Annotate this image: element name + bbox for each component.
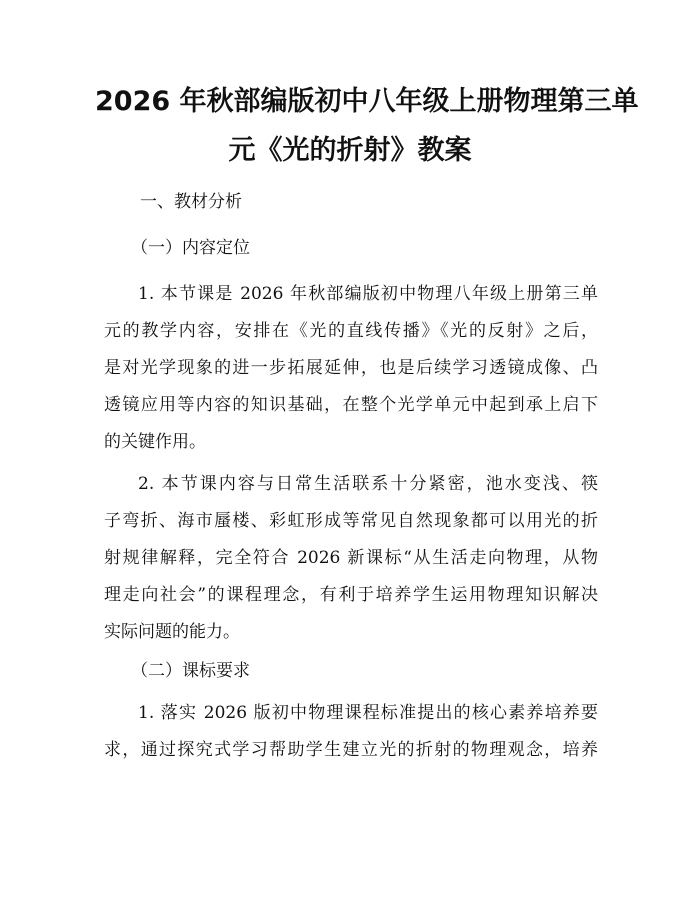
paragraph-line: 理走向社会”的课程理念，有利于培养学生运用物理知识解决	[104, 585, 598, 605]
paragraph-line: 2. 本节课内容与日常生活联系十分紧密，池水变浅、筷	[138, 474, 598, 494]
paragraph-content-positioning-1	[104, 276, 598, 461]
paragraph-curriculum-requirements-1	[104, 695, 598, 769]
section-heading-textbook-analysis: 一、教材分析	[140, 192, 242, 212]
document-title-line-2: 元《光的折射》教案	[228, 135, 472, 166]
subsection-heading-content-positioning: （一）内容定位	[131, 238, 250, 258]
paragraph-line: 射规律解释，完全符合 2026 新课标“从生活走向物理，从物	[104, 548, 598, 568]
document-title-line-1: 2026 年秋部编版初中八年级上册物理第三单	[95, 86, 639, 117]
paragraph-line: 的关键作用。	[104, 432, 206, 452]
paragraph-line: 求，通过探究式学习帮助学生建立光的折射的物理观念，培养	[104, 740, 598, 760]
paragraph-line: 实际问题的能力。	[104, 622, 240, 642]
paragraph-line: 1. 落实 2026 版初中物理课程标准提出的核心素养培养要	[138, 703, 598, 723]
paragraph-line: 是对光学现象的进一步拓展延伸，也是后续学习透镜成像、凸	[104, 358, 598, 378]
paragraph-line: 透镜应用等内容的知识基础，在整个光学单元中起到承上启下	[104, 395, 598, 415]
paragraph-line: 元的教学内容，安排在《光的直线传播》《光的反射》之后，	[104, 321, 598, 341]
paragraph-content-positioning-2	[104, 466, 598, 651]
paragraph-line: 子弯折、海市蜃楼、彩虹形成等常见自然现象都可以用光的折	[104, 511, 598, 531]
paragraph-line: 1. 本节课是 2026 年秋部编版初中物理八年级上册第三单	[138, 284, 598, 304]
subsection-heading-curriculum-requirements: （二）课标要求	[131, 661, 250, 681]
